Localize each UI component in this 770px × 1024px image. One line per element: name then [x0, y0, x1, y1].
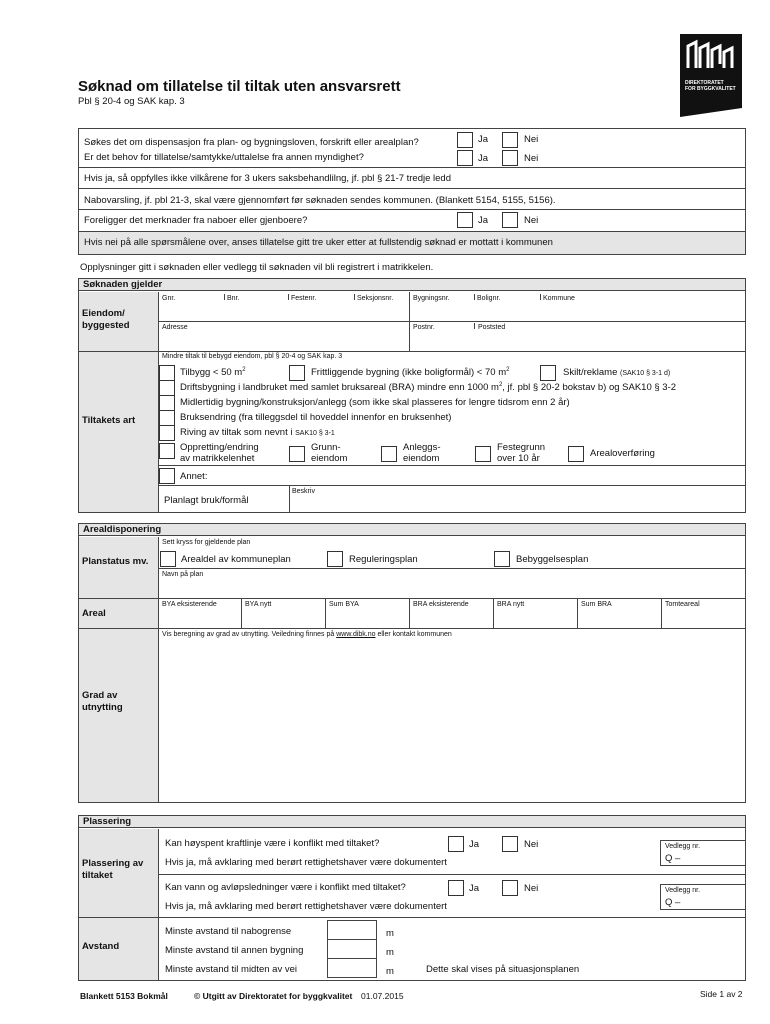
festegrunn-label: Festegrunn over 10 år	[497, 442, 546, 464]
vann-ja-checkbox[interactable]	[448, 880, 464, 896]
nei-label: Nei	[524, 215, 539, 226]
vann-nei-checkbox[interactable]	[502, 880, 518, 896]
reguleringsplan-label: Reguleringsplan	[349, 554, 418, 565]
merknader-ja-checkbox[interactable]	[457, 212, 473, 228]
gnr-field-label: Gnr.	[162, 295, 176, 302]
question-myndighet: Er det behov for tillatelse/samtykke/uttalelse fra annen myndighet?	[84, 152, 364, 163]
logo-line-1: DIREKTORATET	[685, 80, 724, 86]
dispensasjon-ja-checkbox[interactable]	[457, 132, 473, 148]
sum-bra-label: Sum BRA	[581, 601, 612, 608]
ja-label: Ja	[469, 883, 480, 894]
nei-label: Nei	[524, 153, 539, 164]
seksjonsnr-field-label: Seksjonsnr.	[357, 295, 394, 302]
postnr-field-label: Postnr.	[413, 324, 435, 331]
avstand-vei-label: Minste avstand til midten av vei	[165, 964, 298, 975]
anleggseiendom-label: Anleggs- eiendom	[403, 442, 441, 464]
avstand-nabogrense-label: Minste avstand til nabogrense	[165, 926, 292, 937]
areal-label: Areal	[82, 608, 106, 619]
grunneiendom-label: Grunn- eiendom	[311, 442, 348, 464]
dispensasjon-nei-checkbox[interactable]	[502, 132, 518, 148]
myndighet-nei-checkbox[interactable]	[502, 150, 518, 166]
festegrunn-checkbox[interactable]	[475, 446, 491, 462]
oppretting-label: Oppretting/endring av matrikkelenhet	[180, 442, 259, 464]
situasjonsplan-note: Dette skal vises på situasjonsplanen	[426, 964, 580, 975]
page-subtitle: Pbl § 20-4 og SAK kap. 3	[78, 96, 185, 107]
grad-av-utnytting-label: Grad av utnytting	[82, 690, 123, 713]
bruksendring-label: Bruksendring (fra tilleggsdel til hoveddel innenfor en bruksenhet)	[180, 412, 452, 423]
driftsbygning-label: Driftsbygning i landbruket med samlet bruksareal (BRA) mindre enn 1000 $m^2$, jf. pbl § 20-2 bokstav b) og SAK10 § 3-2	[180, 382, 677, 394]
sett-kryss-note: Sett kryss for gjeldende plan	[162, 539, 251, 546]
skilt-label: Skilt/reklame (SAK10 § 3-1 d)	[563, 367, 671, 378]
soknaden-section	[78, 278, 746, 513]
tilbygg-checkbox[interactable]	[159, 365, 175, 381]
ja-label: Ja	[469, 839, 480, 850]
bolignr-field-label: Bolignr.	[477, 295, 501, 302]
plassering-av-tiltaket-label: Plassering av tiltaket	[82, 858, 144, 881]
ja-label: Ja	[478, 215, 489, 226]
tiltakets-art-label: Tiltakets art	[82, 415, 136, 426]
grad-note: Vis beregning av grad av utnytting. Veiledning finnes på www.dibk.no eller kontakt kommunen	[162, 631, 452, 638]
tiltak-intro: Mindre tiltak til bebygd eiendom, pbl § 20-4 og SAK kap. 3	[162, 353, 343, 360]
avstand-input-group	[327, 920, 377, 978]
anleggseiendom-checkbox[interactable]	[381, 446, 397, 462]
kommune-field-label: Kommune	[543, 295, 575, 302]
bebyggelsesplan-checkbox[interactable]	[494, 551, 510, 567]
eiendom-label: Eiendom/ byggested	[82, 308, 130, 331]
nei-label: Nei	[524, 839, 539, 850]
annet-checkbox[interactable]	[159, 468, 175, 484]
ja-label: Ja	[478, 134, 489, 145]
vann-avlop-question: Kan vann og avløpsledninger være i konflikt med tiltaket?	[165, 882, 406, 893]
vedlegg-q-2: Q –	[665, 897, 681, 908]
unit-m-3: m	[386, 966, 394, 977]
navn-pa-plan-label: Navn på plan	[162, 571, 204, 578]
hoyspent-nei-checkbox[interactable]	[502, 836, 518, 852]
annet-label: Annet:	[180, 471, 208, 482]
bra-eksisterende-label: BRA eksisterende	[413, 601, 469, 608]
riving-checkbox[interactable]	[159, 425, 175, 441]
unit-m-1: m	[386, 928, 394, 939]
dibk-logo	[680, 34, 742, 108]
tillatelse-note: Hvis nei på alle spørsmålene over, anses tillatelse gitt tre uker etter at fullstendig søknad er mottatt i kommunen	[84, 237, 553, 248]
planlagt-bruk-label: Planlagt bruk/formål	[164, 495, 249, 506]
planstatus-label: Planstatus mv.	[82, 556, 149, 567]
footer-blankett: Blankett 5153 Bokmål	[80, 991, 168, 1001]
vedlegg-label-2: Vedlegg nr.	[665, 887, 701, 894]
vedlegg-label-1: Vedlegg nr.	[665, 843, 701, 850]
bya-nytt-label: BYA nytt	[245, 601, 272, 608]
dibk-link[interactable]: www.dibk.no	[336, 631, 376, 638]
question-merknader: Foreligger det merknader fra naboer eller gjenboere?	[84, 215, 308, 226]
oppretting-checkbox[interactable]	[159, 443, 175, 459]
bnr-field-label: Bnr.	[227, 295, 240, 302]
logo-mark-icon	[680, 34, 742, 78]
question-dispensasjon: Søkes det om dispensasjon fra plan- og bygningsloven, forskrift eller arealplan?	[84, 137, 419, 148]
page-title: Søknad om tillatelse til tiltak uten ansvarsrett	[78, 78, 401, 95]
hoyspent-ja-checkbox[interactable]	[448, 836, 464, 852]
nei-label: Nei	[524, 883, 539, 894]
bra-nytt-label: BRA nytt	[497, 601, 525, 608]
footer-page: Side 1 av 2	[700, 989, 743, 999]
vedlegg-q-1: Q –	[665, 853, 681, 864]
arealdisponering-section	[78, 523, 746, 803]
beskriv-label: Beskriv	[292, 488, 315, 495]
footer-date: 01.07.2015	[361, 991, 404, 1001]
driftsbygning-checkbox[interactable]	[159, 380, 175, 396]
midlertidig-checkbox[interactable]	[159, 395, 175, 411]
bruksendring-checkbox[interactable]	[159, 410, 175, 426]
logo-line-2: FOR BYGGKVALITET	[685, 86, 736, 92]
frittliggende-label: Frittliggende bygning (ikke boligformål) < 70 $m^2$	[311, 367, 510, 379]
sum-bya-label: Sum BYA	[329, 601, 359, 608]
bya-eksisterende-label: BYA eksisterende	[162, 601, 217, 608]
reguleringsplan-checkbox[interactable]	[327, 551, 343, 567]
festenr-field-label: Festenr.	[291, 295, 317, 302]
nabovarsling-note: Nabovarsling, jf. pbl 21-3, skal være gjennomført før søknaden sendes kommunen. (Blankett 5154, 5155, 5156).	[84, 195, 556, 206]
footer-copyright: © Utgitt av Direktoratet for byggkvalitet	[194, 991, 353, 1001]
ja-label: Ja	[478, 153, 489, 164]
tomteareal-label: Tomteareal	[665, 601, 700, 608]
myndighet-ja-checkbox[interactable]	[457, 150, 473, 166]
grunneiendom-checkbox[interactable]	[289, 446, 305, 462]
hoyspent-question: Kan høyspent kraftlinje være i konflikt med tiltaket?	[165, 838, 380, 849]
arealdisponering-heading: Arealdisponering	[79, 524, 745, 536]
bygningsnr-field-label: Bygningsnr.	[413, 295, 450, 302]
soknaden-heading: Søknaden gjelder	[79, 279, 745, 291]
plassering-heading: Plassering	[79, 816, 745, 828]
merknader-nei-checkbox[interactable]	[502, 212, 518, 228]
arealoverforing-label: Arealoverføring	[590, 448, 655, 459]
riving-label: Riving av tiltak som nevnt i SAK10 § 3-1	[180, 427, 335, 438]
avstand-label: Avstand	[82, 941, 120, 952]
saksbehandling-note: Hvis ja, så oppfylles ikke vilkårene for 3 ukers saksbehandlilng, jf. pbl § 21-7 tredje ledd	[84, 173, 451, 184]
arealdel-checkbox[interactable]	[160, 551, 176, 567]
matrikkel-note: Opplysninger gitt i søknaden eller vedlegg til søknaden vil bli registrert i matrikkelen.	[80, 262, 434, 273]
tilbygg-label: Tilbygg < 50 $m^2$	[180, 367, 246, 379]
poststed-field-label: Poststed	[478, 324, 506, 331]
adresse-field-label: Adresse	[162, 324, 188, 331]
nei-label: Nei	[524, 134, 539, 145]
bebyggelsesplan-label: Bebyggelsesplan	[516, 554, 589, 565]
unit-m-2: m	[386, 947, 394, 958]
arealoverforing-checkbox[interactable]	[568, 446, 584, 462]
midlertidig-label: Midlertidig bygning/konstruksjon/anlegg (som ikke skal plasseres for lengre tidsrom enn 2 år)	[180, 397, 570, 408]
skilt-checkbox[interactable]	[540, 365, 556, 381]
hoyspent-avklaring-note: Hvis ja, må avklaring med berørt rettighetshaver være dokumentert	[165, 857, 447, 868]
vann-avklaring-note: Hvis ja, må avklaring med berørt rettighetshaver være dokumentert	[165, 901, 447, 912]
frittliggende-checkbox[interactable]	[289, 365, 305, 381]
avstand-bygning-label: Minste avstand til annen bygning	[165, 945, 304, 956]
arealdel-label: Arealdel av kommuneplan	[181, 554, 291, 565]
